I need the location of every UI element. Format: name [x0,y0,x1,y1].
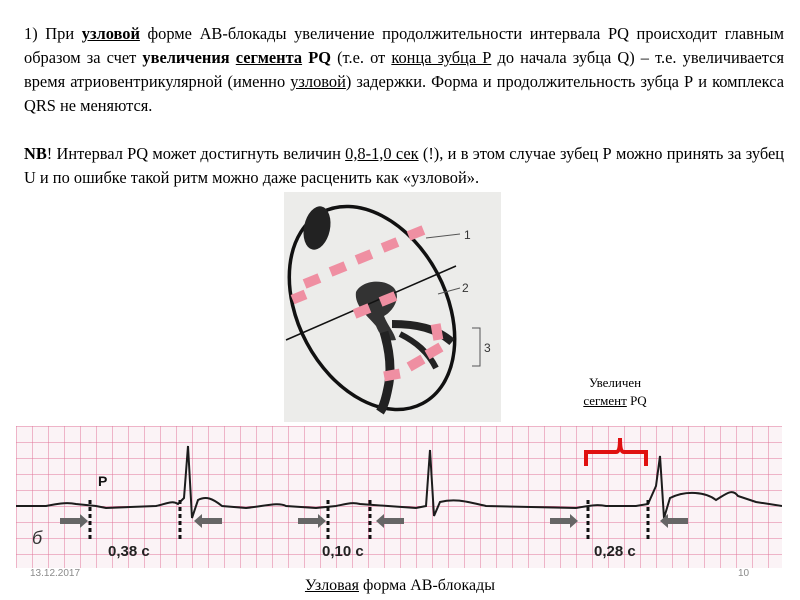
label-1: 1 [464,228,471,242]
ecg-svg [16,426,782,568]
figure-caption: Узловая форма АВ-блокады [304,577,496,594]
measure-038: 0,38 с [108,543,150,560]
footer-date: 13.12.2017 [30,568,81,579]
pq-segment-annotation [560,374,670,410]
annotation-line-2: сегмент PQ [583,393,647,408]
p-wave-label: P [98,473,108,489]
measure-028: 0,28 с [594,543,636,560]
heart-diagram-svg [284,192,501,422]
footer-page-number: 10 [738,568,750,579]
block-band-2 [353,291,444,381]
bracket-3 [472,328,480,366]
label-2: 2 [462,281,469,295]
annotation-line-1: Увеличен [588,375,642,390]
ecg-strip [16,426,782,568]
label-3: 3 [484,341,491,355]
paragraph-nodal-av-block: 1) При узловой форме АВ-блокады увеличение продолжительности интервала PQ происходит главным образом за счет увеличения сегмента PQ (т.е. от конца зубца Р до начала зубца Q) – т.е. увеличивается время атриовентрикулярной (именно узловой) задержки. Форма и продолжительность зубца Р и комплекса QRS не меняются. [24,24,784,115]
figure-b-label: б [32,528,43,548]
measure-010: 0,10 с [322,543,364,560]
leader-2 [438,288,460,294]
heart-conduction-diagram [284,192,501,422]
leader-1 [426,234,460,238]
paragraph-nb-note: NB! Интервал PQ может достигнуть величин 0,8-1,0 сек (!), и в этом случае зубец Р можно принять за зубец U и по ошибке такой ритм можно даже расценить как «узловой». [24,144,785,187]
